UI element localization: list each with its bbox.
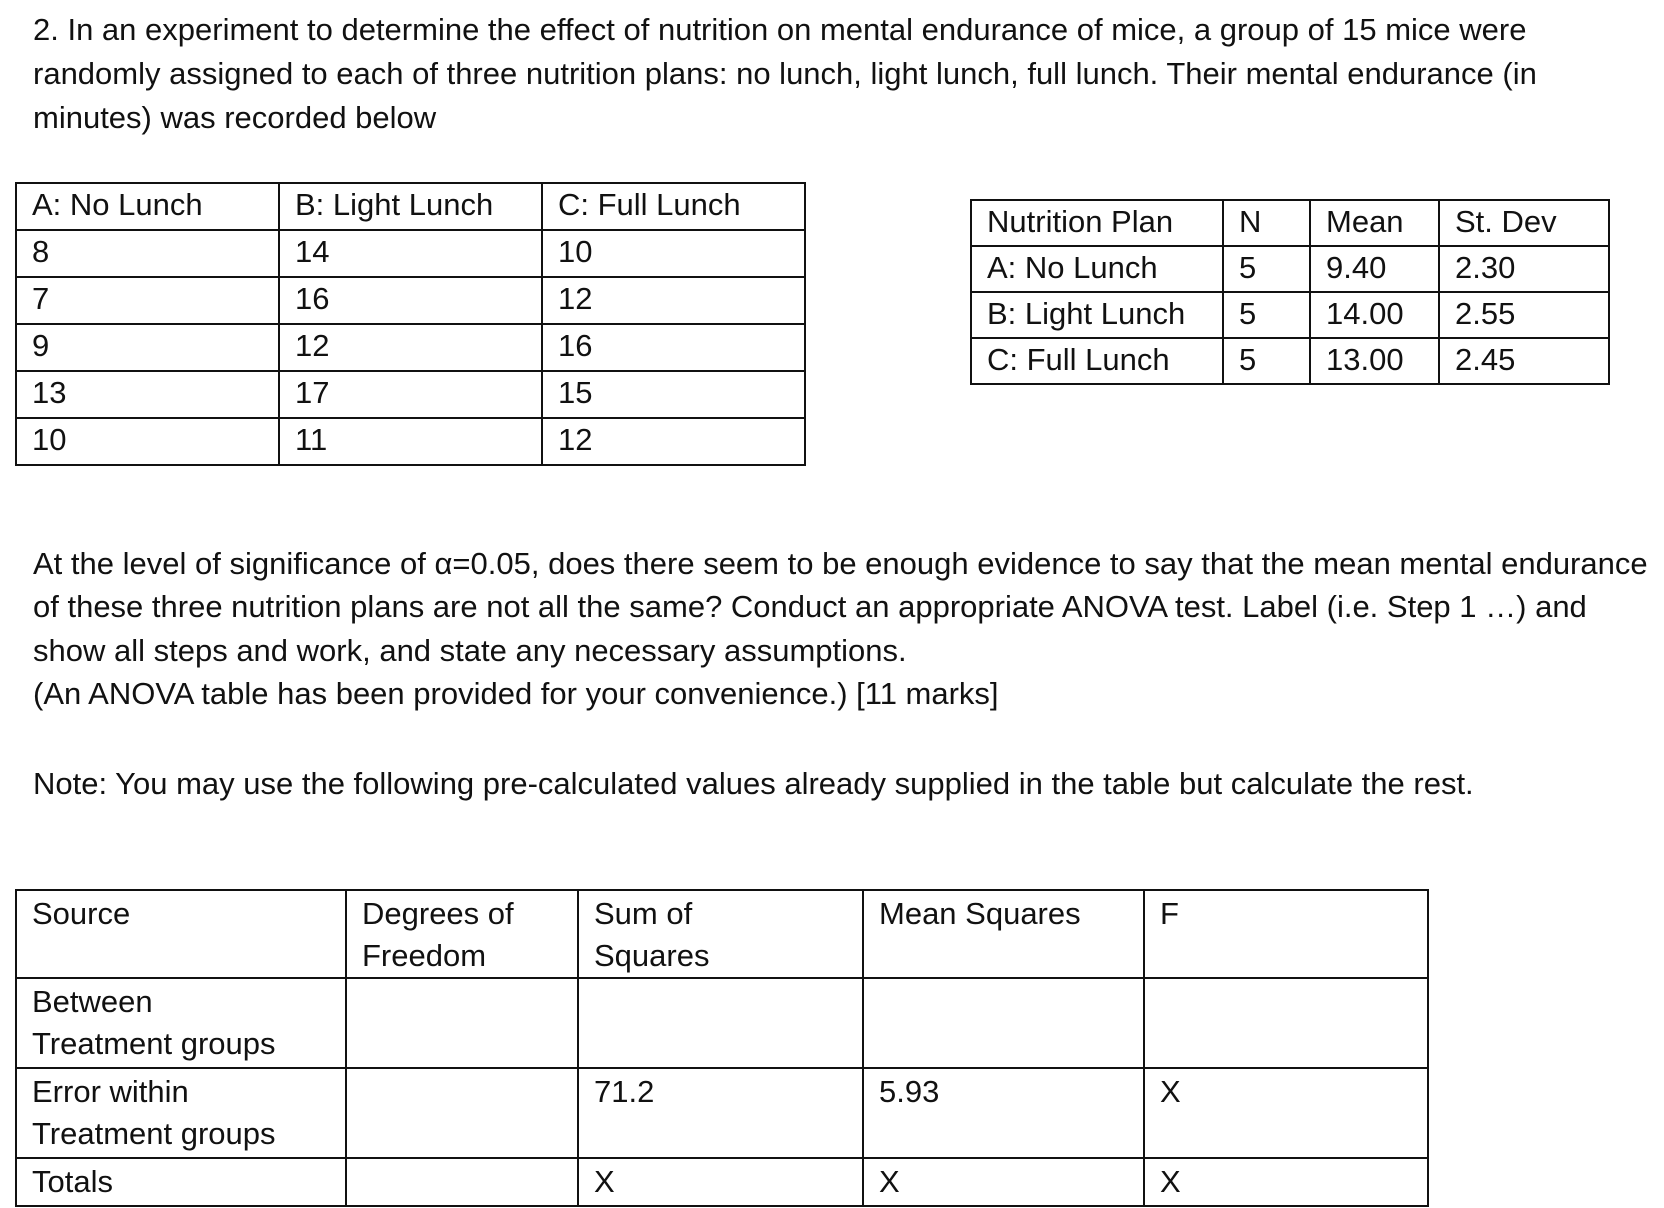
source-between-line2: Treatment groups	[32, 1026, 276, 1061]
st-dev-value: 2.45	[1439, 338, 1609, 384]
table-row	[971, 292, 1609, 338]
table-row	[16, 230, 805, 277]
plan-name: B: Light Lunch	[971, 292, 1223, 338]
table-row	[16, 324, 805, 371]
table-row	[16, 418, 805, 465]
header-nutrition-plan: Nutrition Plan	[971, 200, 1223, 246]
question-text: At the level of significance of α=0.05, does there seem to be enough evidence to say that the mean mental endurance of these three nutrition plans are not all the same? Conduct an appropriate ANOVA test. Label (i.e. Step 1 …) and show all steps and work, and state any necessary assumptions.	[33, 546, 1648, 668]
error-ms-cell: 5.93	[863, 1068, 1144, 1158]
anova-table	[15, 889, 1429, 1207]
totals-f-cell: X	[1144, 1158, 1428, 1206]
data-cell: 10	[16, 418, 279, 465]
table-row	[16, 277, 805, 324]
header-f: F	[1144, 890, 1428, 978]
mean-value: 13.00	[1310, 338, 1439, 384]
header-n: N	[1223, 200, 1310, 246]
sample-size: 5	[1223, 246, 1310, 292]
anova-row-error	[16, 1068, 1428, 1158]
header-source	[16, 890, 346, 978]
header-ss-line2: Squares	[594, 938, 710, 973]
header-light-lunch: B: Light Lunch	[279, 183, 542, 230]
error-f-cell: X	[1144, 1068, 1428, 1158]
summary-header-row	[971, 200, 1609, 246]
header-degrees-of-freedom	[346, 890, 578, 978]
header-source-label: Source	[32, 896, 131, 931]
st-dev-value: 2.55	[1439, 292, 1609, 338]
data-cell: 12	[279, 324, 542, 371]
data-cell: 15	[542, 371, 805, 418]
anova-header-row	[16, 890, 1428, 978]
header-full-lunch: C: Full Lunch	[542, 183, 805, 230]
between-ms-cell	[863, 978, 1144, 1068]
sample-size: 5	[1223, 292, 1310, 338]
table-row	[971, 338, 1609, 384]
header-mean: Mean	[1310, 200, 1439, 246]
between-f-cell	[1144, 978, 1428, 1068]
data-cell: 7	[16, 277, 279, 324]
source-error	[16, 1068, 346, 1158]
source-totals: Totals	[16, 1158, 346, 1206]
data-cell: 17	[279, 371, 542, 418]
header-df-line1: Degrees of	[362, 896, 514, 931]
error-df-cell	[346, 1068, 578, 1158]
raw-data-table	[15, 182, 806, 466]
anova-row-between	[16, 978, 1428, 1068]
error-ss-cell: 71.2	[578, 1068, 863, 1158]
plan-name: A: No Lunch	[971, 246, 1223, 292]
header-mean-squares: Mean Squares	[863, 890, 1144, 978]
data-cell: 16	[279, 277, 542, 324]
source-between-line1: Between	[32, 984, 153, 1019]
note-paragraph: Note: You may use the following pre-calculated values already supplied in the table but calculate the rest.	[33, 766, 1474, 801]
data-cell: 8	[16, 230, 279, 277]
question-paragraph	[33, 542, 1653, 716]
source-error-line2: Treatment groups	[32, 1116, 276, 1151]
mean-value: 9.40	[1310, 246, 1439, 292]
source-between	[16, 978, 346, 1068]
source-error-line1: Error within	[32, 1074, 189, 1109]
totals-ms-cell: X	[863, 1158, 1144, 1206]
table-row	[16, 371, 805, 418]
mean-value: 14.00	[1310, 292, 1439, 338]
header-df-line2: Freedom	[362, 938, 487, 973]
header-ss-line1: Sum of	[594, 896, 693, 931]
totals-df-cell	[346, 1158, 578, 1206]
sample-size: 5	[1223, 338, 1310, 384]
data-cell: 14	[279, 230, 542, 277]
data-cell: 13	[16, 371, 279, 418]
between-df-cell	[346, 978, 578, 1068]
data-cell: 9	[16, 324, 279, 371]
anova-row-totals	[16, 1158, 1428, 1206]
data-cell: 16	[542, 324, 805, 371]
data-cell: 11	[279, 418, 542, 465]
header-st-dev: St. Dev	[1439, 200, 1609, 246]
totals-ss-cell: X	[578, 1158, 863, 1206]
data-table-header-row	[16, 183, 805, 230]
plan-name: C: Full Lunch	[971, 338, 1223, 384]
data-cell: 12	[542, 418, 805, 465]
data-cell: 10	[542, 230, 805, 277]
between-ss-cell	[578, 978, 863, 1068]
table-row	[971, 246, 1609, 292]
intro-paragraph: 2. In an experiment to determine the effect of nutrition on mental endurance of mice, a group of 15 mice were randomly assigned to each of three nutrition plans: no lunch, light lunch, full lunch. Their mental endurance (in minutes) was recorded below	[33, 12, 1537, 136]
st-dev-value: 2.30	[1439, 246, 1609, 292]
data-cell: 12	[542, 277, 805, 324]
header-no-lunch: A: No Lunch	[16, 183, 279, 230]
header-sum-of-squares	[578, 890, 863, 978]
summary-statistics-table	[970, 199, 1610, 385]
question-note: (An ANOVA table has been provided for your convenience.) [11 marks]	[33, 676, 999, 712]
